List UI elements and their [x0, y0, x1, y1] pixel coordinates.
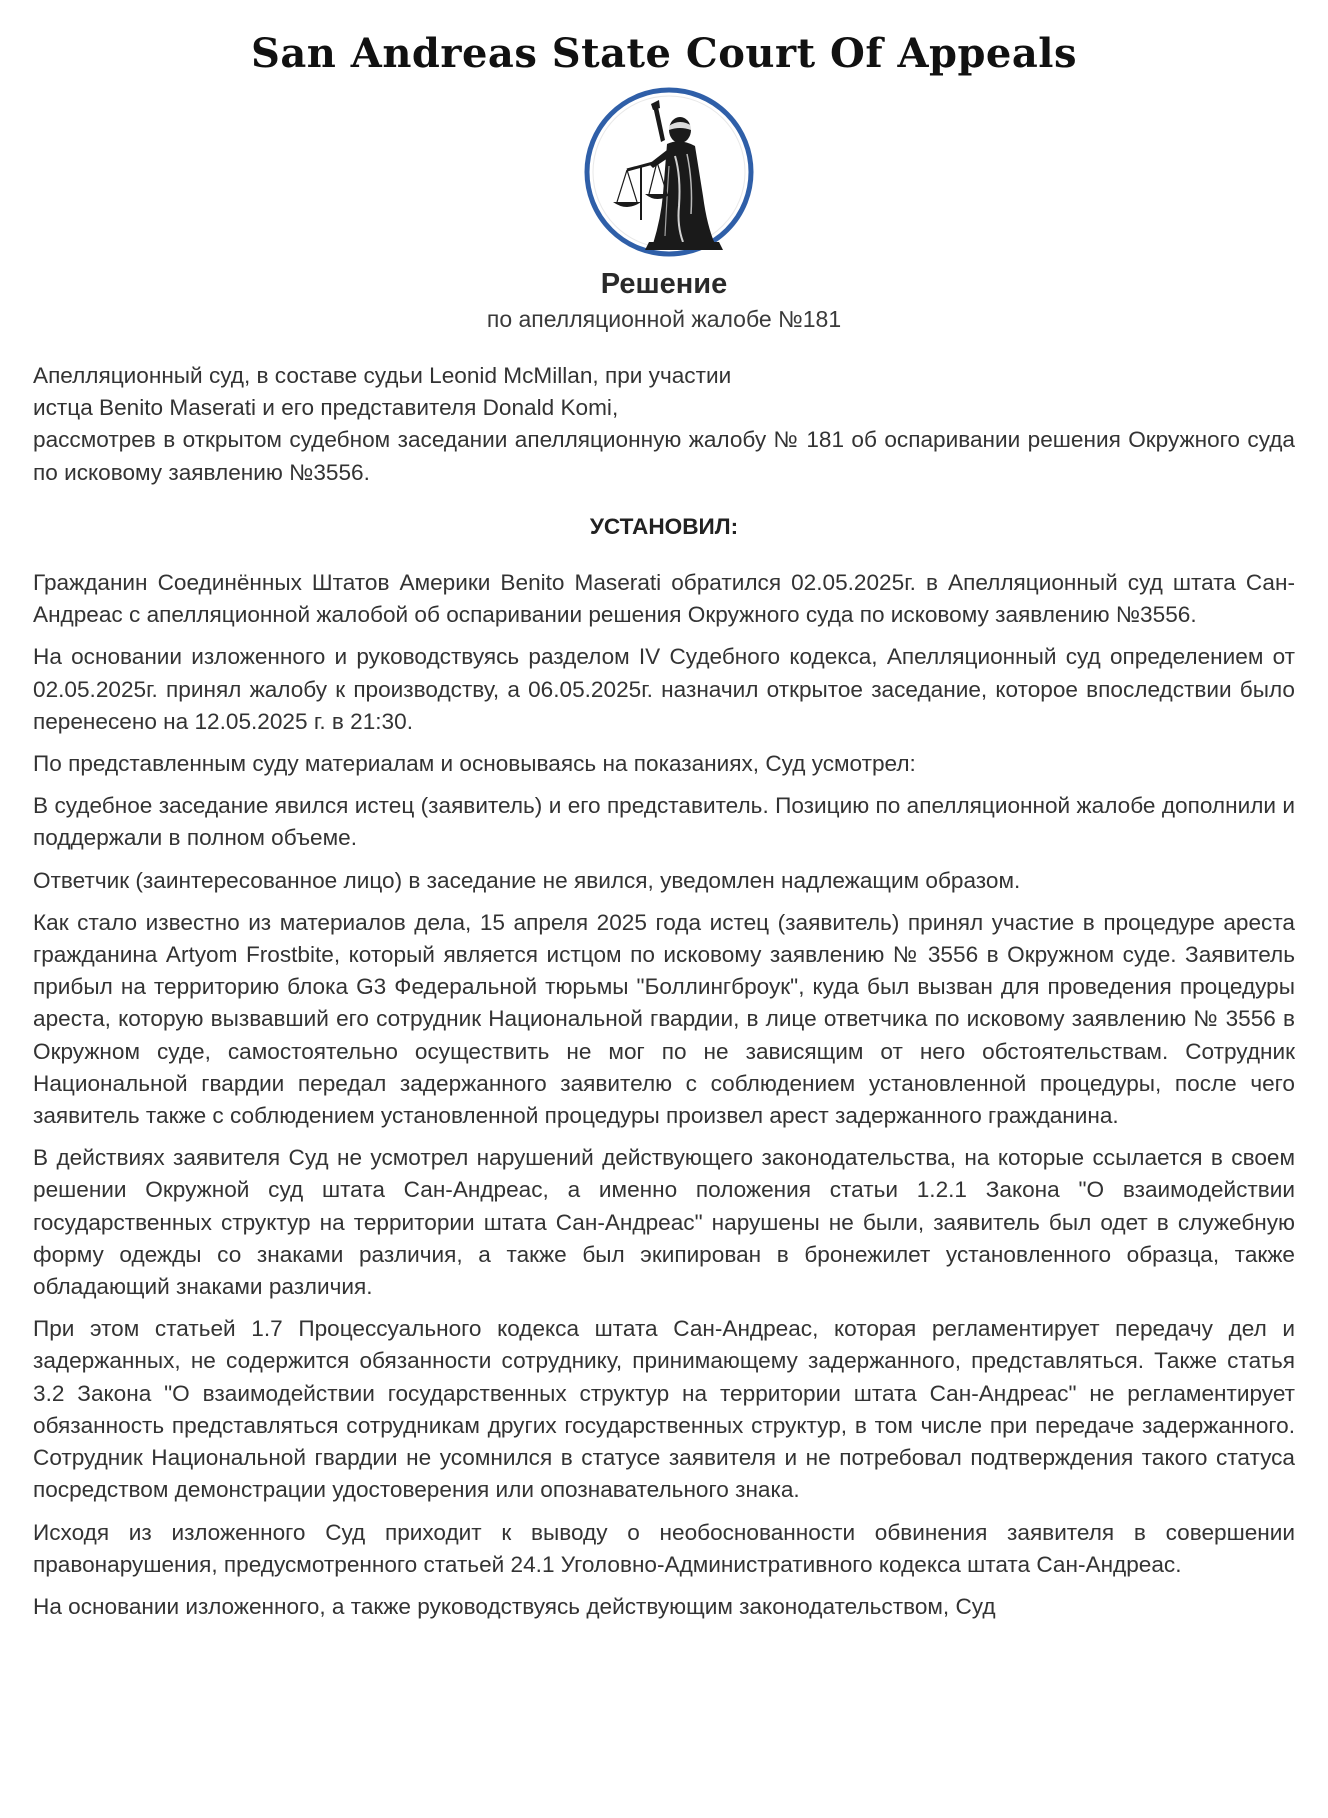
paragraph: В действиях заявителя Суд не усмотрел нарушений действующего законодательства, на которые ссылается в своем решении Окружной суд штата Сан-Андреас, а именно положения статьи 1.2.1 Закона "О взаимодействии государственных структур на территории штата Сан-Андреас" нарушены не были, заявитель был одет в служебную форму одежды со знаками различия, а также был экипирован в бронежилет установленного образца, также обладающий знаками различия. [33, 1145, 1295, 1300]
paragraph: На основании изложенного и руководствуясь разделом IV Судебного кодекса, Апелляционный суд определением от 02.05.2025г. принял жалобу к производству, а 06.05.2025г. назначил открытое заседание, которое впоследствии было перенесено на 12.05.2025 г. в 21:30. [33, 644, 1295, 734]
intro-line: истца Benito Maserati и его представителя Donald Komi, [33, 395, 619, 421]
section-heading: УСТАНОВИЛ: [589, 513, 739, 539]
intro-line: рассмотрев в открытом судебном заседании апелляционную жалобу № 181 об оспаривании решения Окружного суда по исковому заявлению №3556. [33, 427, 1295, 485]
document-subtitle: по апелляционной жалобе №181 [486, 306, 842, 332]
document-body [33, 360, 1295, 1633]
intro-line: Апелляционный суд, в составе судьи Leonid McMillan, при участии [33, 363, 732, 388]
paragraph: Гражданин Соединённых Штатов Америки Benito Maserati обратился 02.05.2025г. в Апелляционный суд штата Сан-Андреас с апелляционной жалобой об оспаривании решения Окружного суда по исковому заявлению №3556. [33, 570, 1295, 628]
paragraph: Ответчик (заинтересованное лицо) в заседание не явился, уведомлен надлежащим образом. [33, 867, 1021, 893]
paragraph: На основании изложенного, а также руководствуясь действующим законодательством, Суд [33, 1593, 996, 1619]
paragraph: В судебное заседание явился истец (заявитель) и его представитель. Позицию по апелляционной жалобе дополнили и поддержали в полном объеме. [33, 793, 1295, 851]
paragraph: Как стало известно из материалов дела, 15 апреля 2025 года истец (заявитель) принял участие в процедуре ареста гражданина Artyom Frostbite, который является истцом по исковому заявлению № 3556 в Окружном суде. Заявитель прибыл на территорию блока G3 Федеральной тюрьмы "Боллингброук", куда был вызван для проведения процедуры ареста, которую вызвавший его сотрудник Национальной гвардии, в лице ответчика по исковому заявлению № 3556 в Окружном суде, самостоятельно осуществить не мог по не зависящим от него обстоятельствам. Сотрудник Национальной гвардии передал задержанного заявителю с соблюдением установленной процедуры, после чего заявитель также с соблюдением установленной процедуры произвел арест задержанного гражданина. [33, 909, 1295, 1129]
intro-block [33, 360, 1295, 489]
document-title: Решение [600, 268, 728, 300]
paragraph: Исходя из изложенного Суд приходит к выводу о необоснованности обвинения заявителя в совершении правонарушения, предусмотренного статьей 24.1 Уголовно-Административного кодекса штата Сан-Андреас. [33, 1519, 1295, 1577]
paragraph: При этом статьей 1.7 Процессуального кодекса штата Сан-Андреас, которая регламентирует передачу дел и задержанных, не содержится обязанности сотруднику, принимающему задержанного, представляться. Также статья 3.2 Закона "О взаимодействии государственных структур на территории штата Сан-Андреас" не регламентирует обязанность представляться сотрудникам других государственных структур, в том числе при передаче задержанного. Сотрудник Национальной гвардии не усомнился в статусе заявителя и не потребовал подтверждения такого статуса посредством демонстрации удостоверения или опознавательного знака. [33, 1316, 1295, 1503]
paragraph: По представленным суду материалам и основываясь на показаниях, Суд усмотрел: [33, 751, 916, 777]
lady-justice-seal-icon [583, 86, 755, 258]
court-name: San Andreas State Court Of Appeals [250, 30, 1078, 77]
